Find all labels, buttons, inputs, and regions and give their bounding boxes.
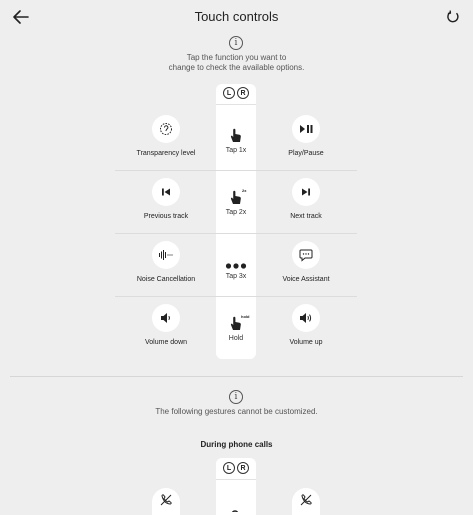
info-icon: i	[229, 390, 243, 404]
tap-3x-icon	[216, 250, 256, 270]
info-icon: i	[229, 36, 243, 50]
right-earbud-badge: R	[237, 462, 249, 474]
option-transparency-level[interactable]	[121, 115, 211, 157]
option-noise-cancellation[interactable]	[121, 241, 211, 283]
next-track-icon	[292, 178, 320, 206]
divider	[216, 104, 256, 105]
earbud-labels	[216, 87, 256, 99]
gesture-label: Hold	[228, 335, 244, 342]
tap-2x-icon	[216, 186, 256, 206]
option-voice-assistant[interactable]	[261, 241, 351, 283]
section-title: During phone calls	[200, 440, 273, 449]
gesture-tap-2x	[216, 186, 256, 216]
divider	[115, 296, 357, 297]
gesture-hold	[216, 312, 256, 342]
option-volume-up[interactable]	[261, 304, 351, 346]
gesture-label: Tap 3x	[225, 273, 247, 280]
option-label: Next track	[290, 213, 322, 220]
gesture-sup: 2x	[242, 188, 247, 193]
gesture-label: Tap 1x	[225, 147, 247, 154]
volume-down-icon	[152, 304, 180, 332]
fixed-gestures-text: The following gestures cannot be customized.	[155, 407, 318, 416]
tap-1x-icon	[216, 124, 256, 144]
option-volume-down[interactable]	[121, 304, 211, 346]
hold-icon	[216, 312, 256, 332]
option-label: Volume down	[144, 339, 188, 346]
header	[0, 0, 473, 36]
gesture-tap-3x	[216, 250, 256, 280]
option-label: Play/Pause	[288, 150, 324, 157]
option-label: Volume up	[289, 339, 323, 346]
divider	[115, 170, 357, 171]
right-earbud-badge: R	[237, 87, 249, 99]
section-divider	[10, 376, 463, 377]
previous-track-icon	[152, 178, 180, 206]
gesture-sup: hold	[241, 314, 250, 319]
intro-text	[0, 53, 473, 73]
earbud-labels	[216, 462, 256, 474]
volume-up-icon	[292, 304, 320, 332]
page-title: Touch controls	[194, 9, 279, 24]
ear-icon	[152, 115, 180, 143]
play-pause-icon	[292, 115, 320, 143]
call-end-icon	[152, 488, 180, 515]
reset-icon[interactable]	[443, 7, 463, 27]
call-end-icon	[292, 488, 320, 515]
noise-cancellation-icon	[152, 241, 180, 269]
left-earbud-badge: L	[223, 87, 235, 99]
intro-text-line2: change to check the available options.	[168, 63, 305, 72]
option-label: Previous track	[143, 213, 189, 220]
option-play-pause[interactable]	[261, 115, 351, 157]
option-previous-track[interactable]	[121, 178, 211, 220]
gesture-label: Tap 2x	[225, 209, 247, 216]
divider	[216, 479, 256, 480]
option-label: Noise Cancellation	[136, 276, 196, 283]
option-label: Voice Assistant	[282, 276, 330, 283]
divider	[115, 233, 357, 234]
gesture-tap-1x	[216, 124, 256, 154]
option-next-track[interactable]	[261, 178, 351, 220]
partial-gesture-icon	[230, 506, 240, 512]
voice-assistant-icon	[292, 241, 320, 269]
left-earbud-badge: L	[223, 462, 235, 474]
intro-text-line1: Tap the function you want to	[186, 53, 287, 62]
option-label: Transparency level	[136, 150, 196, 157]
